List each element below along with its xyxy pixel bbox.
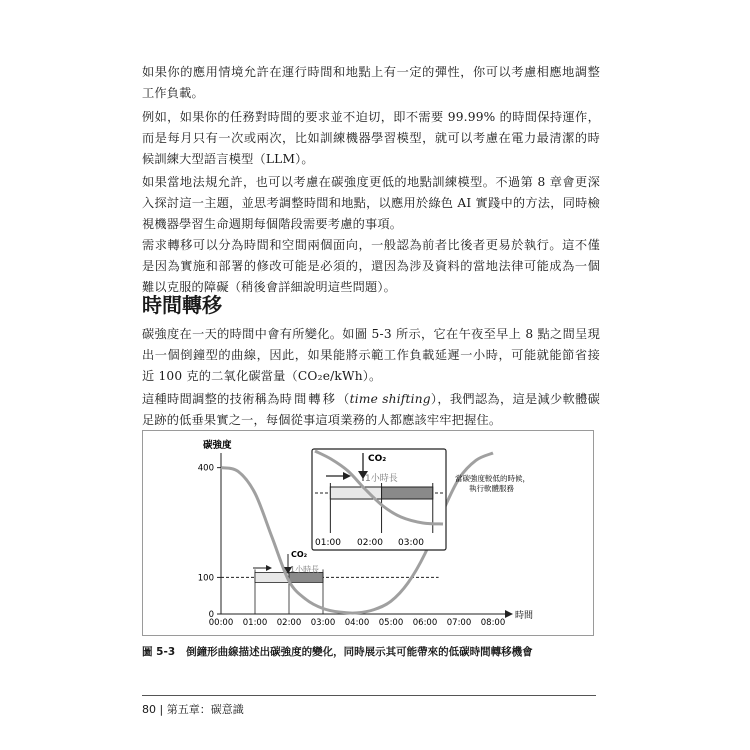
x-tick-0: 00:00 xyxy=(208,618,234,628)
section-heading: 時間轉移 xyxy=(142,293,222,317)
shift-arrow-small-head-icon xyxy=(266,565,272,571)
paragraph-6-lead: 這種時間調整的技術稱為 xyxy=(142,392,280,406)
page-number: 80 xyxy=(142,703,156,716)
x-tick-8: 08:00 xyxy=(480,618,506,628)
x-tick-7: 07:00 xyxy=(446,618,472,628)
caption-text: 倒鐘形曲線描述出碳強度的變化，同時展示其可能帶來的低碳時間轉移機會 xyxy=(186,646,533,658)
figure-caption xyxy=(142,644,602,660)
x-tick-5: 05:00 xyxy=(378,618,404,628)
y-tick-100: 100 xyxy=(197,573,214,584)
caption-label: 圖 5-3 xyxy=(142,646,176,658)
term-time-shifting-en: time shifting xyxy=(349,392,431,406)
paragraph-1: 如果你的應用情境允許在運行時間和地點上有一定的彈性，你可以考慮相應地調整工作負載。 xyxy=(142,65,600,100)
y-tick-0: 0 xyxy=(208,610,214,620)
shift-label-small: 1小時長 xyxy=(290,565,320,574)
x-tick-1: 01:00 xyxy=(242,618,268,628)
figure-5-3 xyxy=(142,430,594,636)
footer-rule xyxy=(142,695,596,696)
x-tick-2: 02:00 xyxy=(276,618,302,628)
co2-label-small: CO₂ xyxy=(291,550,308,559)
x-axis-label: 時間 xyxy=(515,611,534,621)
x-tick-3: 03:00 xyxy=(310,618,336,628)
y-tick-400: 400 xyxy=(197,463,214,474)
paragraph-6-rest: ，我們認為，這是減少軟體碳足跡的低垂果實之一，每個從事這項業務的人都應該牢牢把握住。 xyxy=(142,392,601,427)
term-time-shifting: 時間轉移 xyxy=(279,392,338,406)
x-tick-4: 04:00 xyxy=(344,618,370,628)
carbon-chart xyxy=(143,431,595,637)
x-axis-arrow-icon xyxy=(505,610,513,618)
shift-label-large: 1小時長 xyxy=(365,474,398,484)
y-axis-label: 碳強度 xyxy=(203,440,232,451)
paragraph-6: 這種時間調整的技術稱為時間轉移（time shifting），我們認為，這是減少軟體碳足跡的低垂果實之一，每個從事這項業務的人都應該牢牢把握住。 xyxy=(142,392,601,427)
page-footer xyxy=(142,703,244,717)
inset-tick-0100: 01:00 xyxy=(315,538,341,548)
footer-separator: | xyxy=(159,703,164,716)
inset-window-shifted xyxy=(382,487,433,499)
x-tick-6: 06:00 xyxy=(412,618,438,628)
inset-tick-0300: 03:00 xyxy=(398,538,424,548)
inset-tick-0200: 02:00 xyxy=(357,538,383,548)
workload-window-original xyxy=(255,572,289,582)
paragraph-4: 需求轉移可以分為時間和空間兩個面向，一般認為前者比後者更易於執行。這不僅是因為實施和部署的修改可能是必須的，還因為涉及資料的當地法律可能成為一個難以克服的障礙（稍後會詳細說明這些問題）。 xyxy=(142,238,600,294)
co2-label-large: CO₂ xyxy=(368,454,387,464)
paragraph-3: 如果當地法規允許，也可以考慮在碳強度更低的地點訓練模型。不過第 8 章會更深入探討這一主題，並思考調整時間和地點，以應用於綠色 AI 實踐中的方法，同時檢視機器學習生命週期每個階段需要考慮的事項。 xyxy=(142,175,600,231)
annotation-line-2: 執行軟體服務 xyxy=(469,484,514,493)
paragraph-2: 例如，如果你的任務對時間的要求並不迫切，即不需要 99.99% 的時間保持運作，而是每月只有一次或兩次，比如訓練機器學習模型，就可以考慮在電力最清潔的時候訓練大型語言模型（LLM）。 xyxy=(142,110,600,166)
chapter-title: 第五章：碳意識 xyxy=(166,703,244,716)
paragraph-5: 碳強度在一天的時間中會有所變化。如圖 5-3 所示，它在午夜至早上 8 點之間呈現出一個倒鐘型的曲線，因此，如果能將示範工作負載延遲一小時，可能就能節省接近 100 克的二氧化碳當量（CO₂e/kWh）。 xyxy=(142,327,600,383)
annotation-line-1: 當碳強度較低的時候， xyxy=(455,474,530,483)
